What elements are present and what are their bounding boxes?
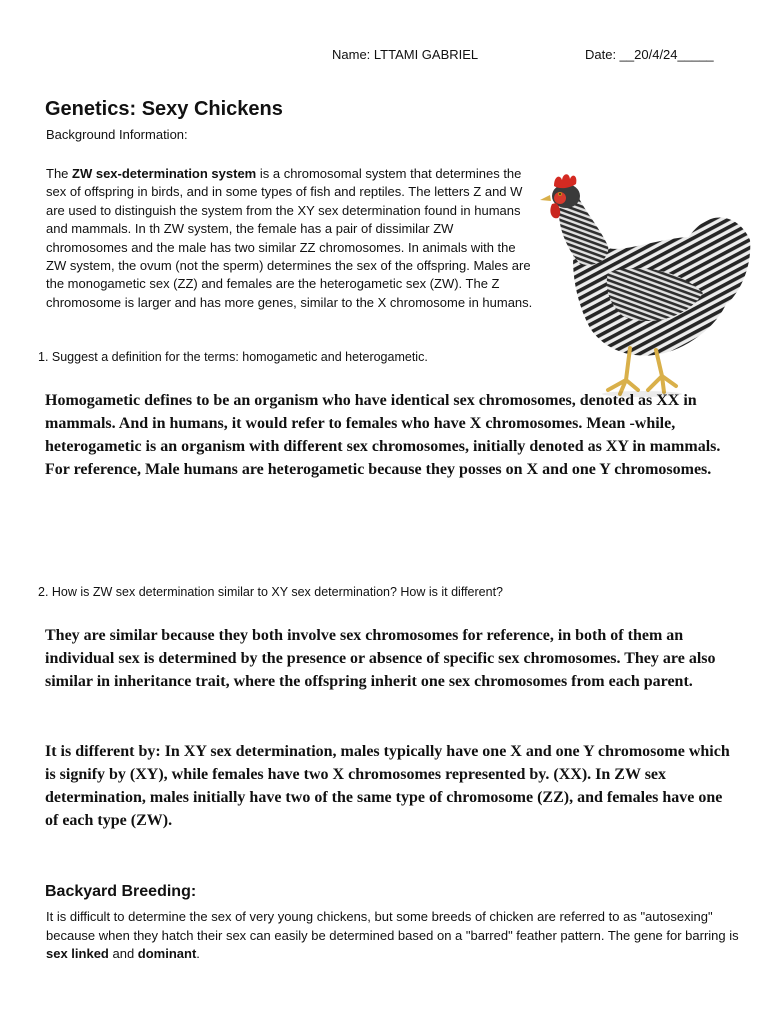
answer-2-differences: It is different by: In XY sex determination, males typically have one X and one Y chromosome which is signify by (XY), while females have two X chromosomes represented by. (XX). In ZW sex determination, males initially have two of the same type of chromosome (ZZ), and females have one of each type (ZW). bbox=[45, 743, 730, 829]
answer-2-similarities: They are similar because they both involve sex chromosomes for reference, in both of them an individual sex is determined by the presence or absence of specific sex chromosomes. They are also similar in inheritance trait, where the offspring inherit one sex chromosomes from each parent. bbox=[45, 627, 716, 690]
chicken-leg-left bbox=[608, 348, 638, 394]
background-paragraph bbox=[46, 165, 536, 312]
background-label: Background Information: bbox=[46, 127, 188, 142]
chicken-beak bbox=[540, 195, 551, 201]
backyard-text-1: It is difficult to determine the sex of very young chickens, but some breeds of chicken are referred to as "autosexing" because when they hatch their sex can easily be determined based on a "barred" feather pattern. The gene for barring is bbox=[46, 909, 739, 943]
backyard-breeding-heading: Backyard Breeding: bbox=[45, 883, 197, 900]
student-name: Name: LTTAMI GABRIEL bbox=[332, 47, 479, 62]
dominant-term: dominant bbox=[137, 946, 197, 962]
zw-system-term: ZW sex-determination system bbox=[72, 166, 257, 181]
sex-linked-term: sex linked bbox=[46, 946, 109, 962]
chicken-leg-right bbox=[648, 350, 676, 392]
answer-1: Homogametic defines to be an organism who have identical sex chromosomes, denoted as XX in mammals. And in humans, it would refer to females who have X chromosomes. Mean -while, heterogametic is an organism with different sex chromosomes, initially denoted as XY in mammals. For reference, Male humans are heterogametic because they posses on X and one Y chromosomes. bbox=[45, 392, 721, 478]
background-body: is a chromosomal system that determines the sex of offspring in birds, and in some types of fish and reptiles. The letters Z and W are used to distinguish the system from the XY sex determination found in humans and mammals. In th ZW system, the female has a pair of dissimilar ZW chromosomes and the male has two similar ZZ chromosomes. In animals with the ZW system, the ovum (not the sperm) determines the sex of the offspring. Males are the monogametic sex (ZZ) and females are the heterogametic sex (ZW). The Z chromosome is larger and has more genes, similar to the X chromosome in humans. bbox=[46, 166, 533, 310]
backyard-text-3: . bbox=[196, 946, 200, 962]
background-intro: The bbox=[46, 166, 73, 181]
question-1: 1. Suggest a definition for the terms: homogametic and heterogametic. bbox=[38, 350, 428, 364]
date-field: Date: __20/4/24_____ bbox=[585, 47, 714, 62]
backyard-breeding-paragraph bbox=[46, 908, 746, 964]
question-2: 2. How is ZW sex determination similar to XY sex determination? How is it different? bbox=[38, 585, 504, 599]
chicken-illustration bbox=[538, 168, 754, 400]
backyard-text-2: and bbox=[108, 946, 138, 962]
worksheet-title: Genetics: Sexy Chickens bbox=[45, 98, 283, 120]
